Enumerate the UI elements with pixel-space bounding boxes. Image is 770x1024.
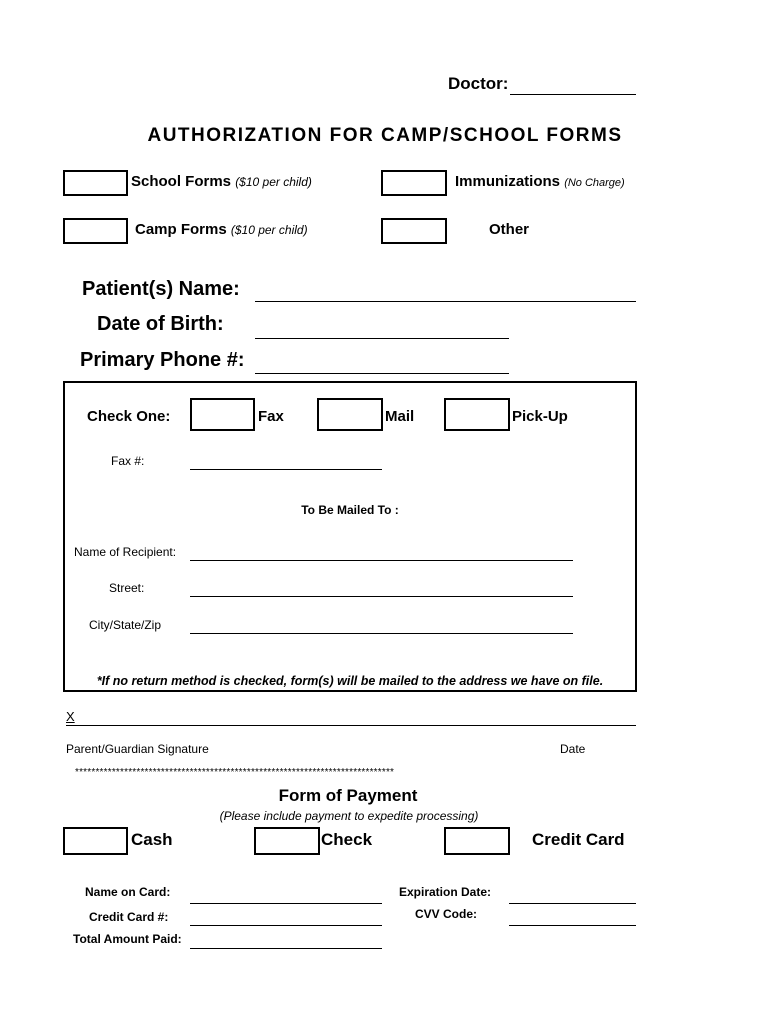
- doctor-field[interactable]: [510, 94, 636, 95]
- camp-forms-label: [135, 221, 308, 238]
- recipient-label: Name of Recipient:: [74, 545, 177, 559]
- street-field[interactable]: [190, 596, 573, 597]
- school-forms-text: School Forms: [131, 173, 232, 190]
- mailed-to-heading: To Be Mailed To :: [301, 503, 399, 517]
- pickup-option-label: Pick-Up: [512, 408, 568, 425]
- camp-forms-note: ($10 per child): [230, 223, 308, 237]
- other-label: Other: [489, 221, 530, 238]
- cash-label: Cash: [131, 830, 173, 849]
- dob-field[interactable]: [255, 338, 509, 339]
- fax-number-field[interactable]: [190, 469, 382, 470]
- credit-card-label: Credit Card: [532, 830, 625, 849]
- form-title: AUTHORIZATION FOR CAMP/SCHOOL FORMS: [147, 125, 623, 146]
- date-label: Date: [560, 742, 586, 756]
- mail-option-label: Mail: [385, 408, 415, 425]
- dob-label: Date of Birth:: [97, 313, 224, 335]
- cvv-field[interactable]: [509, 925, 636, 926]
- payment-title: Form of Payment: [278, 786, 418, 805]
- expiration-field[interactable]: [509, 903, 636, 904]
- immunizations-checkbox[interactable]: [381, 170, 447, 196]
- total-paid-label: Total Amount Paid:: [73, 932, 182, 946]
- other-checkbox[interactable]: [381, 218, 447, 244]
- patient-name-label: Patient(s) Name:: [82, 278, 240, 300]
- fax-number-label: Fax #:: [111, 454, 145, 468]
- patient-name-field[interactable]: [255, 301, 636, 302]
- immunizations-text: Immunizations: [455, 173, 561, 190]
- recipient-field[interactable]: [190, 560, 573, 561]
- name-on-card-label: Name on Card:: [85, 885, 171, 899]
- signature-field[interactable]: [66, 725, 636, 726]
- city-state-zip-label: City/State/Zip: [89, 618, 162, 632]
- immunizations-label: [455, 173, 625, 190]
- phone-label: Primary Phone #:: [80, 349, 245, 371]
- separator-line: ******************************************************************************: [75, 767, 395, 778]
- city-state-zip-field[interactable]: [190, 633, 573, 634]
- check-one-label: Check One:: [87, 408, 171, 425]
- immunizations-note: (No Charge): [564, 177, 625, 189]
- cash-checkbox[interactable]: [63, 827, 128, 855]
- street-label: Street:: [109, 581, 145, 595]
- pickup-checkbox[interactable]: [444, 398, 510, 431]
- doctor-label: Doctor:: [448, 74, 509, 93]
- phone-field[interactable]: [255, 373, 509, 374]
- school-forms-checkbox[interactable]: [63, 170, 128, 196]
- return-method-note: *If no return method is checked, form(s) will be mailed to the address we have on file.: [96, 674, 604, 688]
- fax-checkbox[interactable]: [190, 398, 255, 431]
- card-number-label: Credit Card #:: [89, 910, 169, 924]
- credit-card-checkbox[interactable]: [444, 827, 510, 855]
- payment-subtitle: (Please include payment to expedite processing): [219, 809, 479, 823]
- name-on-card-field[interactable]: [190, 903, 382, 904]
- mail-checkbox[interactable]: [317, 398, 383, 431]
- school-forms-note: ($10 per child): [235, 175, 312, 189]
- check-checkbox[interactable]: [254, 827, 320, 855]
- school-forms-label: [131, 173, 312, 190]
- check-label: Check: [321, 830, 373, 849]
- cvv-label: CVV Code:: [415, 907, 478, 921]
- total-paid-field[interactable]: [190, 948, 382, 949]
- camp-forms-checkbox[interactable]: [63, 218, 128, 244]
- card-number-field[interactable]: [190, 925, 382, 926]
- expiration-label: Expiration Date:: [399, 885, 492, 899]
- camp-forms-text: Camp Forms: [135, 221, 227, 238]
- signature-x-mark: X: [66, 709, 75, 724]
- fax-option-label: Fax: [258, 408, 284, 425]
- signature-label: Parent/Guardian Signature: [66, 742, 209, 756]
